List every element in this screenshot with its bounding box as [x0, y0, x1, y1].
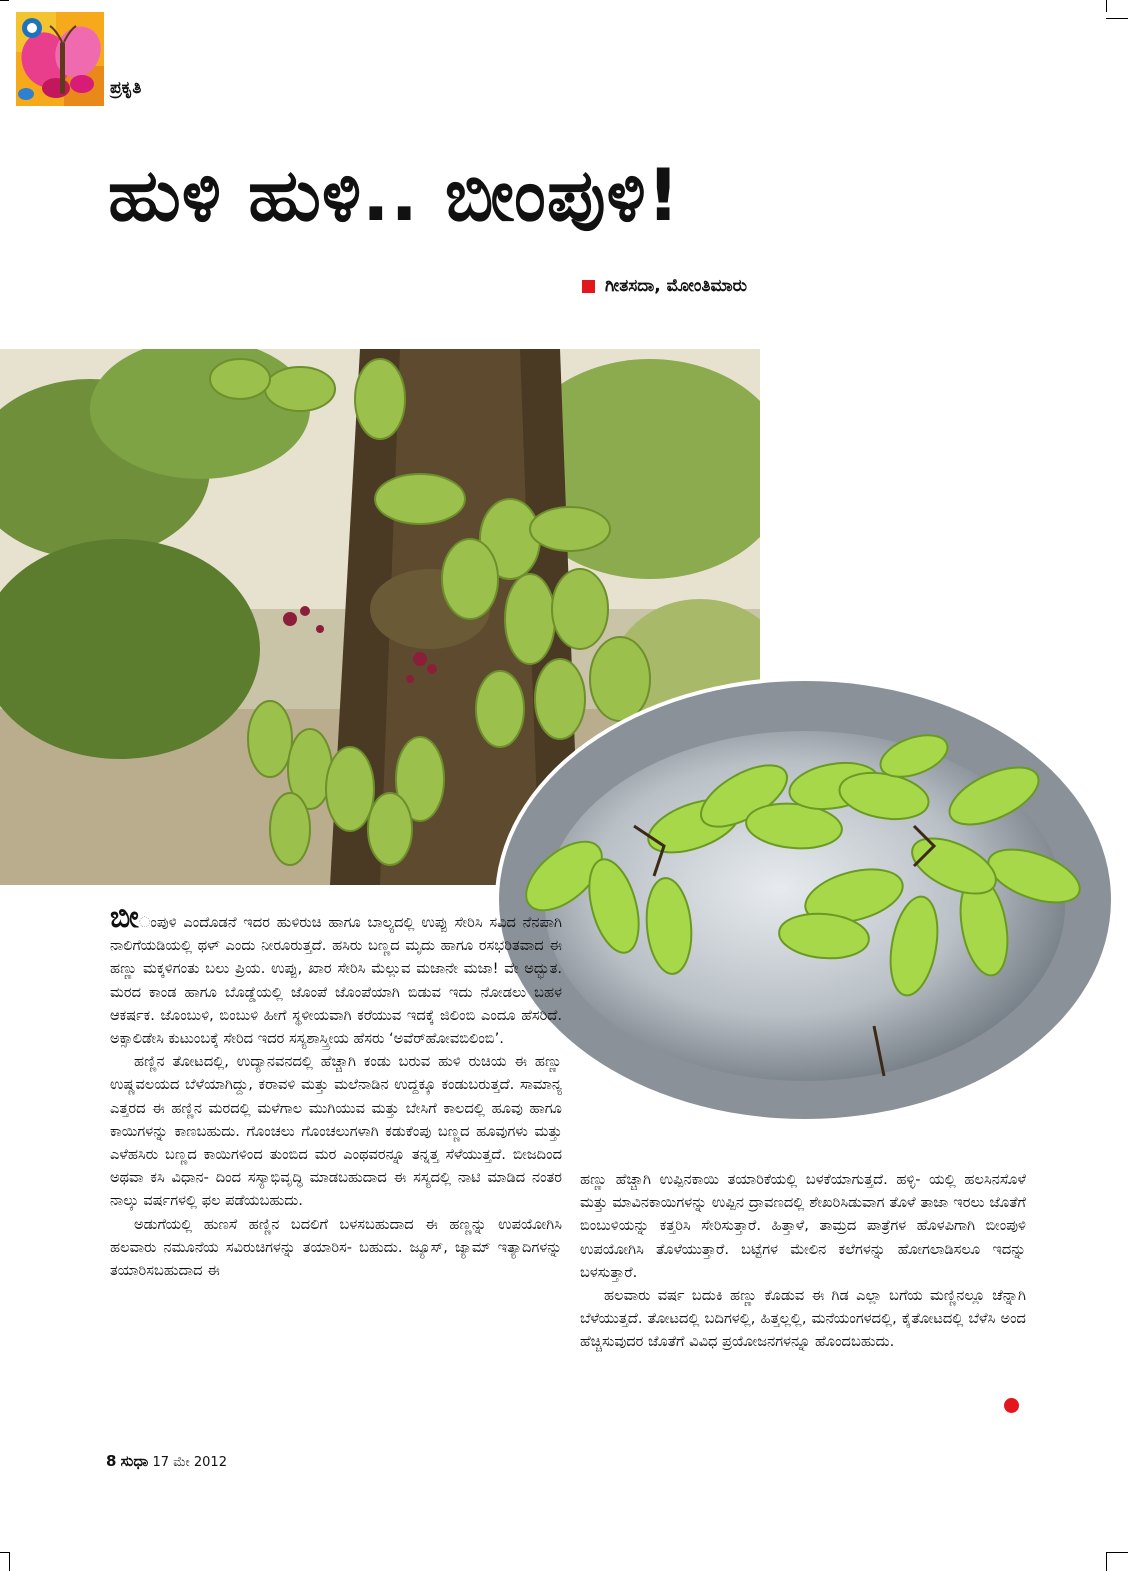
crop-mark [1106, 0, 1107, 12]
section-logo [16, 12, 104, 106]
crop-mark [0, 1552, 9, 1553]
crop-mark [0, 0, 9, 1]
author-name: ಗೀತಸದಾ, ಮೋಂತಿಮಾರು [605, 276, 748, 296]
crop-mark [9, 1552, 10, 1571]
paragraph: ಅಡುಗೆಯಲ್ಲಿ ಹುಣಸೆ ಹಣ್ಣಿನ ಬದಲಿಗೆ ಬಳಸಬಹುದಾದ ಈ ಹಣ್ಣನ್ನು ಉಪಯೋಗಿಸಿ ಹಲವಾರು ನಮೂನೆಯ ಸವಿರುಚಿಗಳನ್ನು ತಯಾರಿಸ- ಬಹುದು. ಜ್ಯೂಸ್, ಜ್ಯಾಮ್ ಇತ್ಯಾದಿಗಳನ್ನು ತಯಾರಿಸಬಹುದಾದ ಈ [110, 1215, 562, 1280]
butterfly-icon [16, 12, 104, 106]
end-of-article-marker [1004, 1398, 1019, 1413]
crop-mark [1106, 1552, 1128, 1553]
paragraph: ಹಲವಾರು ವರ್ಷ ಬದುಕಿ ಹಣ್ಣು ಕೊಡುವ ಈ ಗಿಡ ಎಲ್ಲಾ ಬಗೆಯ ಮಣ್ಣಿನಲ್ಲೂ ಚೆನ್ನಾಗಿ ಬೆಳೆಯುತ್ತದೆ. ತೋಟದಲ್ಲಿ ಬದಿಗಳಲ್ಲಿ, ಹಿತ್ತಲ್ಲಲ್ಲಿ, ಮನೆಯಂಗಳದಲ್ಲಿ, ಕೈತೋಟದಲ್ಲಿ ಬೆಳೆಸಿ ಅಂದ ಹೆಚ್ಚಿಸುವುದರ ಜೊತೆಗೆ ವಿವಿಧ ಪ್ರಯೋಜನಗಳನ್ನೂ ಹೊಂದಬಹುದು. [580, 1287, 1026, 1351]
magazine-name: ಸುಧಾ [120, 1452, 149, 1470]
paragraph [110, 900, 562, 1050]
article-title: ಹುಳಿ ಹುಳಿ.. ಬೀಂಪುಳಿ! [108, 153, 681, 237]
paragraph: ಹಣ್ಣು ಹೆಚ್ಚಾಗಿ ಉಪ್ಪಿನಕಾಯಿ ತಯಾರಿಕೆಯಲ್ಲಿ ಬಳಕೆಯಾಗುತ್ತದೆ. ಹಳ್ಳಿ- ಯಲ್ಲಿ ಹಲಸಿನಸೊಳೆ ಮತ್ತು ಮಾವಿನಕಾಯಿಗಳನ್ನು ಉಪ್ಪಿನ ದ್ರಾವಣದಲ್ಲಿ ಶೇಖರಿಸಿಡುವಾಗ ತೊಳೆ ತಾಜಾ ಇರಲು ಜೊತೆಗೆ ಬಿಂಬುಳಿಯನ್ನು ಕತ್ತರಿಸಿ ಸೇರಿಸುತ್ತಾರೆ. ಹಿತ್ತಾಳೆ, ತಾಮ್ರದ ಪಾತ್ರೆಗಳ ಹೊಳಪಿಗಾಗಿ ಬೀಂಪುಳಿ ಉಪಯೋಗಿಸಿ ತೊಳೆಯುತ್ತಾರೆ. ಬಟ್ಟೆಗಳ ಮೇಲಿನ ಕಲೆಗಳನ್ನು ಹೋಗಲಾಡಿಸಲೂ ಇದನ್ನು ಬಳಸುತ್ತಾರೆ. [580, 1171, 1027, 1281]
article-column-2 [580, 1168, 1026, 1354]
issue-date: 17 ಮೇ 2012 [152, 1455, 227, 1470]
page-number: 8 [106, 1452, 117, 1470]
byline [582, 276, 747, 296]
page-footer [106, 1452, 227, 1470]
bilimbi-plate-photo [494, 676, 1116, 1124]
article-column-1 [110, 900, 562, 1282]
paragraph: ಹಣ್ಣಿನ ತೋಟದಲ್ಲಿ, ಉದ್ಯಾನವನದಲ್ಲಿ ಹೆಚ್ಚಾಗಿ ಕಂಡು ಬರುವ ಹುಳಿ ರುಚಿಯ ಈ ಹಣ್ಣು ಉಷ್ಣವಲಯದ ಬೆಳೆಯಾಗಿದ್ದು, ಕರಾವಳಿ ಮತ್ತು ಮಲೆನಾಡಿನ ಉದ್ದಕ್ಕೂ ಕಂಡುಬರುತ್ತದೆ. ಸಾಮಾನ್ಯ ಎತ್ತರದ ಈ ಹಣ್ಣಿನ ಮರದಲ್ಲಿ ಮಳೆಗಾಲ ಮುಗಿಯುವ ಮತ್ತು ಬೇಸಿಗೆ ಕಾಲದಲ್ಲಿ ಹೂವು ಹಾಗೂ ಕಾಯಿಗಳನ್ನು ಕಾಣಬಹುದು. ಗೊಂಚಲು ಗೊಂಚಲುಗಳಾಗಿ ಕಡುಕೆಂಪು ಬಣ್ಣದ ಹೂವುಗಳು ಮತ್ತು ಎಳೆಹಸಿರು ಬಣ್ಣದ ಕಾಯಿಗಳಿಂದ ತುಂಬಿದ ಮರ ಎಂಥವರನ್ನೂ ತನ್ನತ್ತ ಸೆಳೆಯುತ್ತದೆ. ಬೀಜದಿಂದ ಅಥವಾ ಕಸಿ ವಿಧಾನ- ದಿಂದ ಸಸ್ಯಾಭಿವೃದ್ಧಿ ಮಾಡಬಹುದಾದ ಈ ಸಸ್ಯದಲ್ಲಿ ನಾಟಿ ಮಾಡಿದ ನಂತರ ನಾಲ್ಕು ವರ್ಷಗಳಲ್ಲಿ ಫಲ ಪಡೆಯಬಹುದು. [110, 1053, 562, 1210]
paragraph-text: ಂಪುಳಿ ಎಂದೊಡನೆ ಇದರ ಹುಳಿರುಚಿ ಹಾಗೂ ಬಾಲ್ಯದಲ್ಲಿ ಉಪ್ಪು ಸೇರಿಸಿ ಸವಿದ ನೆನಪಾಗಿ ನಾಲಿಗೆಯಡಿಯಲ್ಲಿ ಥಳ್ ಎಂದು ನೀರೂರುತ್ತದೆ. ಹಸಿರು ಬಣ್ಣದ ಮೃದು ಹಾಗೂ ರಸಭರಿತವಾದ ಈ ಹಣ್ಣು ಮಕ್ಕಳಿಗಂತು ಬಲು ಪ್ರಿಯ. ಉಪ್ಪು, ಖಾರ ಸೇರಿಸಿ ಮೆಲ್ಲುವ ಮಜಾನೇ ಮಜಾ! ವೇ ಅದ್ಭುತ. ಮರದ ಕಾಂಡ ಹಾಗೂ ಬೊಡ್ಡೆಯಲ್ಲಿ ಜೊಂಪೆ ಜೊಂಪೆಯಾಗಿ ಬಿಡುವ ಇದು ನೋಡಲು ಬಹಳ ಆಕರ್ಷಕ. ಜೊಂಬುಳಿ, ಬಿಂಬುಳಿ ಹೀಗೆ ಸ್ಥಳೀಯವಾಗಿ ಕರೆಯುವ ಇದಕ್ಕೆ ಜಿಲಿಂಬಿ ಎಂದೂ ಹೆಸರಿದೆ. ಅಕ್ಸಾಲಿಡೇಸಿ ಕುಟುಂಬಕ್ಕೆ ಸೇರಿದ ಇದರ ಸಸ್ಯಶಾಸ್ತ್ರೀಯ ಹೆಸರು ‘ಅವೆರ್‌ಹೋವಬಿಲಿಂಬಿ’. [110, 914, 562, 1048]
section-label: ಪ್ರಕೃತಿ [110, 78, 142, 98]
crop-mark [1106, 18, 1128, 19]
drop-cap: ಬೀ [110, 900, 139, 935]
crop-mark [1106, 1552, 1107, 1571]
byline-marker-icon [582, 280, 595, 293]
